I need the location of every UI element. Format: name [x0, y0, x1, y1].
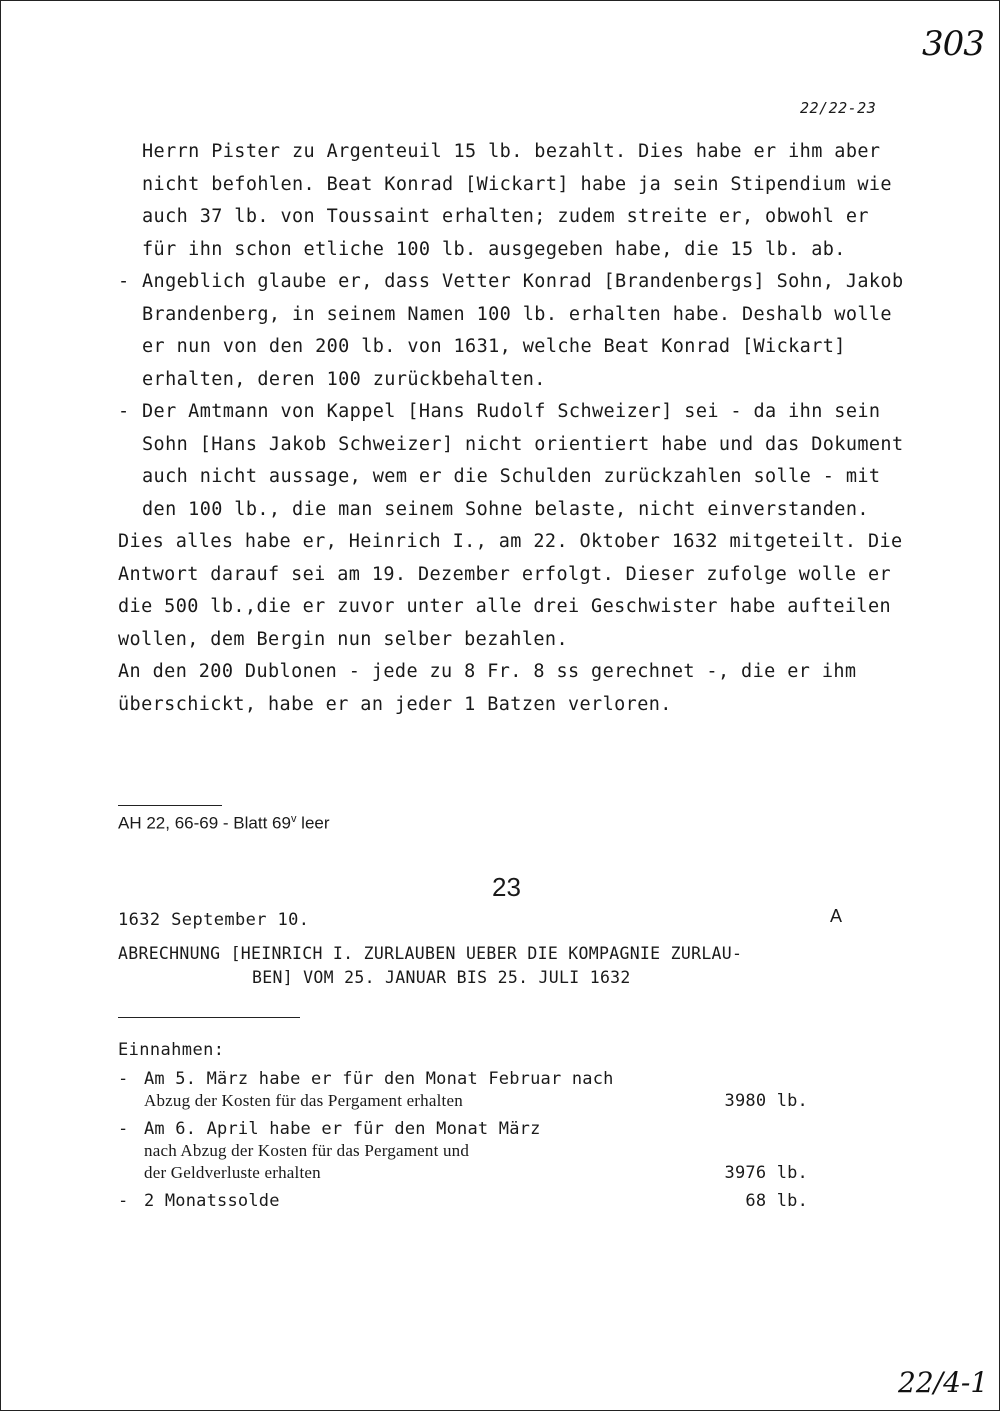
bullet-dash: - [118, 401, 130, 422]
entry-line: Abzug der Kosten für das Pergament erhalten [144, 1091, 463, 1110]
handwritten-archive-number: 22/4-1 [898, 1366, 989, 1399]
entry-text [144, 1118, 724, 1184]
income-entry [118, 1190, 838, 1212]
archive-reference [118, 813, 330, 834]
entry-line: der Geldverluste erhalten [144, 1163, 321, 1182]
section-divider [118, 1017, 300, 1018]
entry-line: 2 Monatssolde [144, 1191, 280, 1211]
entry-dash: - [118, 1069, 129, 1089]
bullet-item [118, 266, 908, 396]
document-number: 23 [492, 872, 521, 902]
body-text [118, 136, 908, 721]
entry-line: Am 5. März habe er für den Monat Februar nach [144, 1069, 614, 1089]
entry-amount: 3980 lb. [724, 1091, 808, 1111]
entry-text [144, 1068, 724, 1112]
bullet-dash: - [118, 271, 130, 292]
archive-reference-suffix: leer [296, 813, 330, 833]
entry-line: nach Abzug der Kosten für das Pergament und [144, 1141, 470, 1160]
bullet-text: Angeblich glaube er, dass Vetter Konrad [Brandenbergs] Sohn, Jakob Brandenberg, in seinem Namen 100 lb. erhalten habe. Deshalb wolle er nun von den 200 lb. von 1631, welche Beat Konrad [Wickart] erhalten, deren 100 zurückbehalten. [142, 271, 904, 390]
entry-amount: 68 lb. [745, 1191, 808, 1211]
continuation-paragraph: Herrn Pister zu Argenteuil 15 lb. bezahlt. Dies habe er ihm aber nicht befohlen. Beat Konrad [Wickart] habe ja sein Stipendium wie auch 37 lb. von Toussaint erhalten; zudem streite er, obwohl er für ihn schon etliche 100 lb. ausgegeben habe, die 15 lb. ab. [142, 141, 892, 260]
income-heading: Einnahmen: [118, 1040, 225, 1060]
document-date: 1632 September 10. [118, 910, 310, 930]
bullet-item [118, 396, 908, 526]
document-title-line: BEN] VOM 25. JANUAR BIS 25. JULI 1632 [252, 968, 631, 987]
document-title [118, 942, 878, 990]
entry-amount: 3976 lb. [724, 1163, 808, 1183]
paragraph: An den 200 Dublonen - jede zu 8 Fr. 8 ss gerechnet -, die er ihm überschickt, habe er an jeder 1 Batzen verloren. [118, 661, 857, 715]
income-entry [118, 1068, 838, 1112]
income-entries [118, 1068, 838, 1218]
archive-reference-superscript: v [290, 813, 297, 825]
document-title-line: ABRECHNUNG [HEINRICH I. ZURLAUBEN UEBER DIE KOMPAGNIE ZURLAU- [118, 944, 743, 963]
footnote-divider [118, 805, 222, 806]
page-reference: 22/22-23 [800, 99, 877, 117]
entry-dash: - [118, 1119, 129, 1139]
entry-text [144, 1190, 724, 1212]
entry-line: Am 6. April habe er für den Monat März [144, 1119, 541, 1139]
income-entry [118, 1118, 838, 1184]
document-letter: A [830, 906, 843, 926]
archive-reference-text: AH 22, 66-69 - Blatt 69 [118, 813, 291, 833]
entry-dash: - [118, 1191, 129, 1211]
paragraph: Dies alles habe er, Heinrich I., am 22. Oktober 1632 mitgeteilt. Die Antwort darauf sei am 19. Dezember erfolgt. Dieser zufolge wolle er die 500 lb.,die er zuvor unter alle drei Geschwister habe aufteilen wollen, dem Bergin nun selber bezahlen. [118, 531, 903, 650]
bullet-text: Der Amtmann von Kappel [Hans Rudolf Schweizer] sei - da ihn sein Sohn [Hans Jakob Schweizer] nicht orientiert habe und das Dokument auch nicht aussage, wem er die Schulden zurückzahlen solle - mit den 100 lb., die man seinem Sohne belaste, nicht einverstanden. [142, 401, 904, 520]
handwritten-folio-number: 303 [922, 24, 984, 64]
